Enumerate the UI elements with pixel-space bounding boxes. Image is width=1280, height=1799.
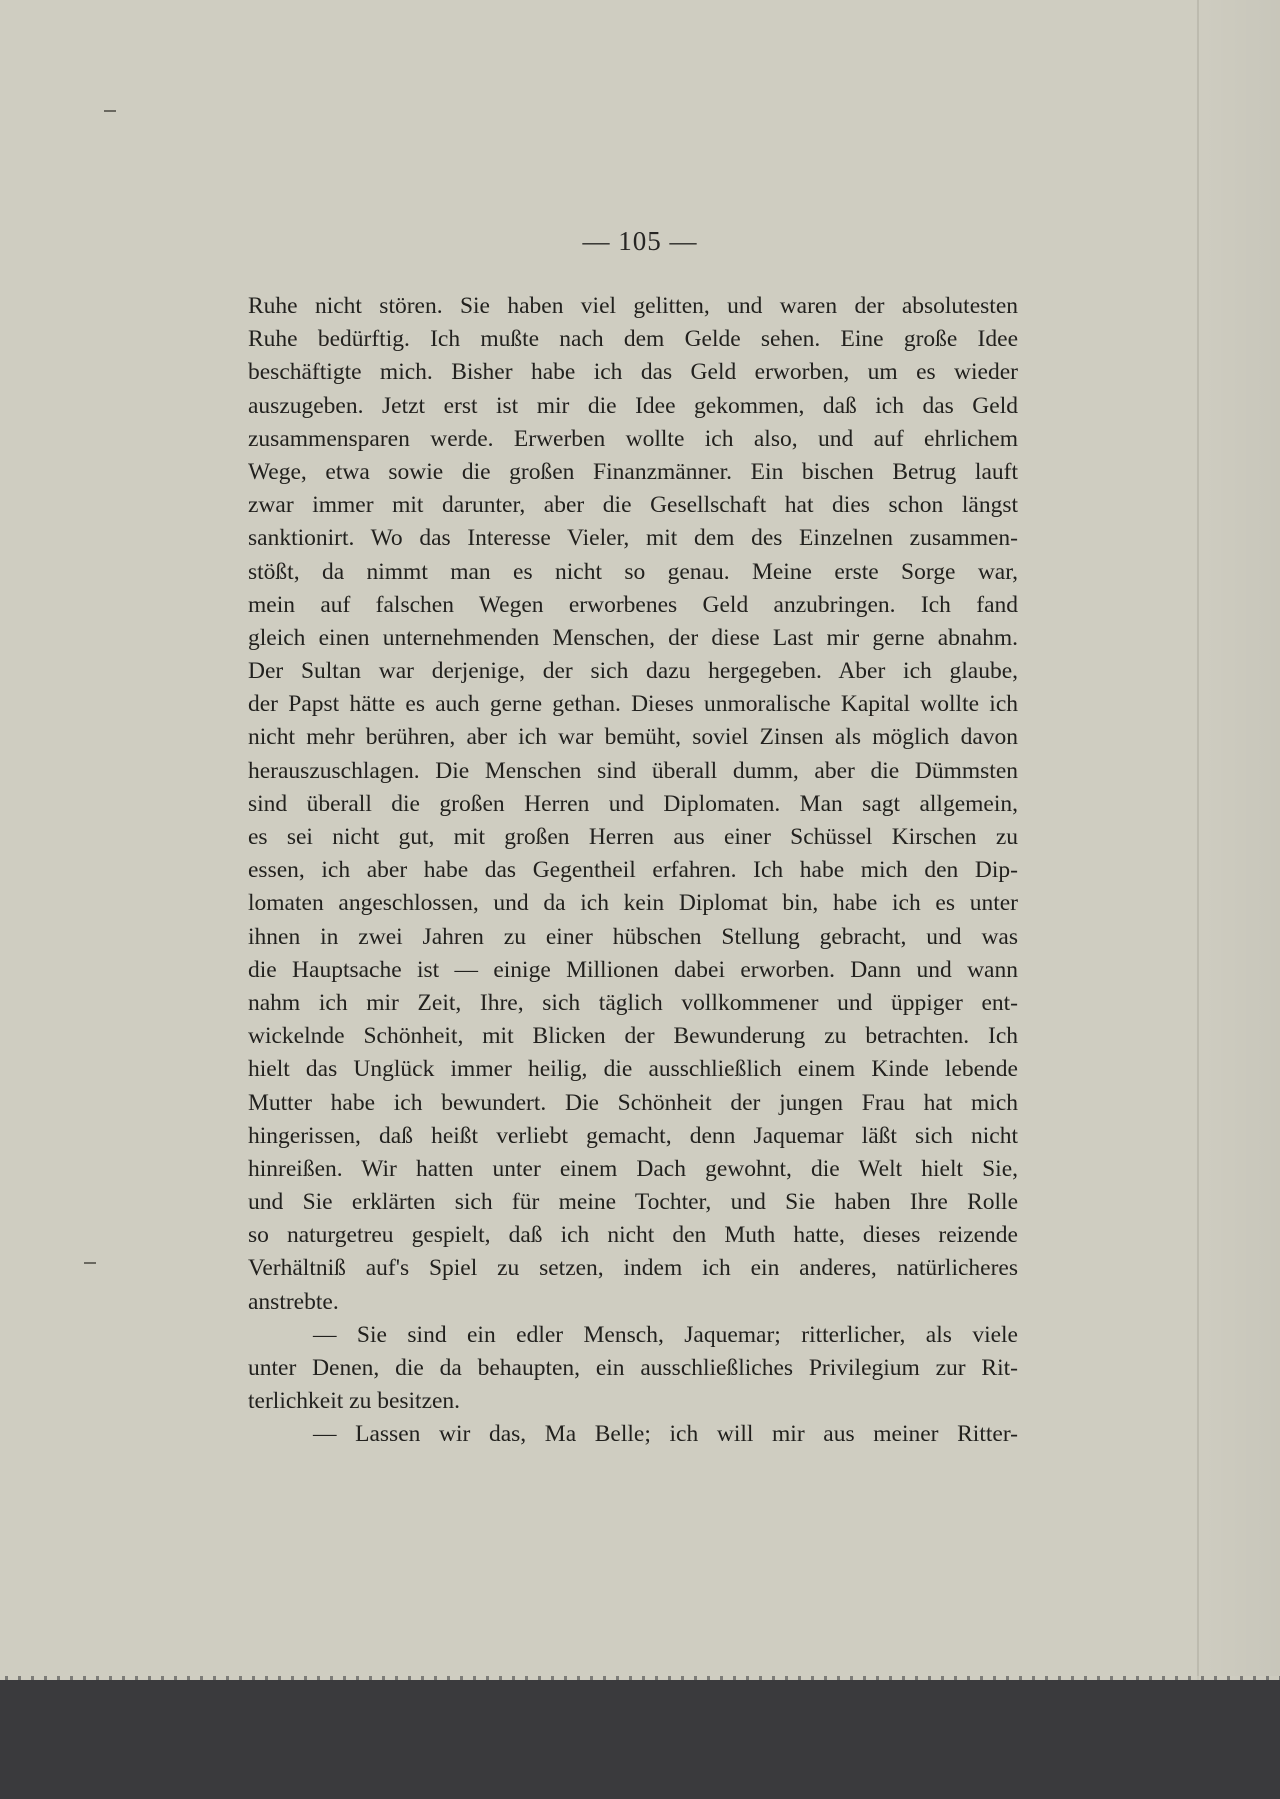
text-line: stößt, da nimmt man es nicht so genau. Meine erste Sorge war,	[248, 558, 1018, 585]
text-line: der Papst hätte es auch gerne gethan. Dieses unmoralische Kapital wollte ich	[248, 691, 1018, 718]
text-line: Ruhe nicht stören. Sie haben viel gelitten, und waren der absolutesten	[248, 293, 1018, 319]
text-line: sind überall die großen Herren und Diplomaten. Man sagt allgemein,	[248, 790, 1018, 817]
text-line: Ruhe bedürftig. Ich mußte nach dem Gelde sehen. Eine große Idee	[248, 326, 1018, 353]
text-line: — Sie sind ein edler Mensch, Jaquemar; ritterlicher, als viele	[313, 1321, 1018, 1348]
text-line: so naturgetreu gespielt, daß ich nicht den Muth hatte, dieses reizende	[248, 1222, 1018, 1249]
text-line: nahm ich mir Zeit, Ihre, sich täglich vollkommener und üppiger ent-	[248, 989, 1018, 1016]
page-number: — 105 —	[582, 226, 698, 256]
text-line: lomaten angeschlossen, und da ich kein Diplomat bin, habe ich es unter	[248, 890, 1018, 917]
scan-background-band	[0, 1680, 1280, 1799]
text-line: wickelnde Schönheit, mit Blicken der Bewunderung zu betrachten. Ich	[248, 1023, 1018, 1050]
text-line: es sei nicht gut, mit großen Herren aus einer Schüssel Kirschen zu	[248, 824, 1018, 850]
text-line: herauszuschlagen. Die Menschen sind überall dumm, aber die Dümmsten	[248, 757, 1018, 784]
margin-mark	[84, 1262, 96, 1264]
text-line: unter Denen, die da behaupten, ein ausschließliches Privilegium zur Rit-	[248, 1355, 1018, 1381]
text-line: zusammensparen werde. Erwerben wollte ich also, und auf ehrlichem	[248, 425, 1018, 452]
text-line: auszugeben. Jetzt erst ist mir die Idee gekommen, daß ich das Geld	[248, 392, 1018, 419]
text-line: hielt das Unglück immer heilig, die ausschließlich einem Kinde lebende	[248, 1056, 1018, 1083]
text-line: beschäftigte mich. Bisher habe ich das Geld erworben, um es wieder	[248, 359, 1018, 386]
text-line: sanktionirt. Wo das Interesse Vieler, mit dem des Einzelnen zusammen-	[248, 525, 1018, 552]
text-line: zwar immer mit darunter, aber die Gesellschaft hat dies schon längst	[248, 492, 1018, 519]
text-line: hingerissen, daß heißt verliebt gemacht, denn Jaquemar läßt sich nicht	[248, 1122, 1018, 1149]
text-line: nicht mehr berühren, aber ich war bemüht, soviel Zinsen als möglich davon	[248, 724, 1018, 751]
text-line: und Sie erklärten sich für meine Tochter, und Sie haben Ihre Rolle	[248, 1189, 1018, 1216]
text-line: hinreißen. Wir hatten unter einem Dach gewohnt, die Welt hielt Sie,	[248, 1155, 1018, 1182]
text-line: mein auf falschen Wegen erworbenes Geld anzubringen. Ich fand	[248, 591, 1018, 618]
text-line: Verhältniß auf's Spiel zu setzen, indem ich ein anderes, natürlicheres	[248, 1255, 1018, 1282]
text-line: Wege, etwa sowie die großen Finanzmänner. Ein bischen Betrug lauft	[248, 458, 1018, 485]
text-line: gleich einen unternehmenden Menschen, der diese Last mir gerne abnahm.	[248, 624, 1018, 651]
text-line: Mutter habe ich bewundert. Die Schönheit der jungen Frau hat mich	[248, 1089, 1018, 1116]
body-text	[248, 290, 1018, 1452]
text-line: ihnen in zwei Jahren zu einer hübschen Stellung gebracht, und was	[248, 923, 1018, 950]
text-line: essen, ich aber habe das Gegentheil erfahren. Ich habe mich den Dip-	[248, 857, 1018, 884]
margin-mark	[104, 110, 116, 112]
text-line: anstrebte.	[248, 1288, 339, 1315]
text-line: die Hauptsache ist — einige Millionen dabei erworben. Dann und wann	[248, 956, 1018, 983]
text-line: terlichkeit zu besitzen.	[248, 1388, 461, 1415]
text-line: — Lassen wir das, Ma Belle; ich will mir aus meiner Ritter-	[313, 1421, 1018, 1448]
text-line: Der Sultan war derjenige, der sich dazu hergegeben. Aber ich glaube,	[248, 658, 1018, 685]
